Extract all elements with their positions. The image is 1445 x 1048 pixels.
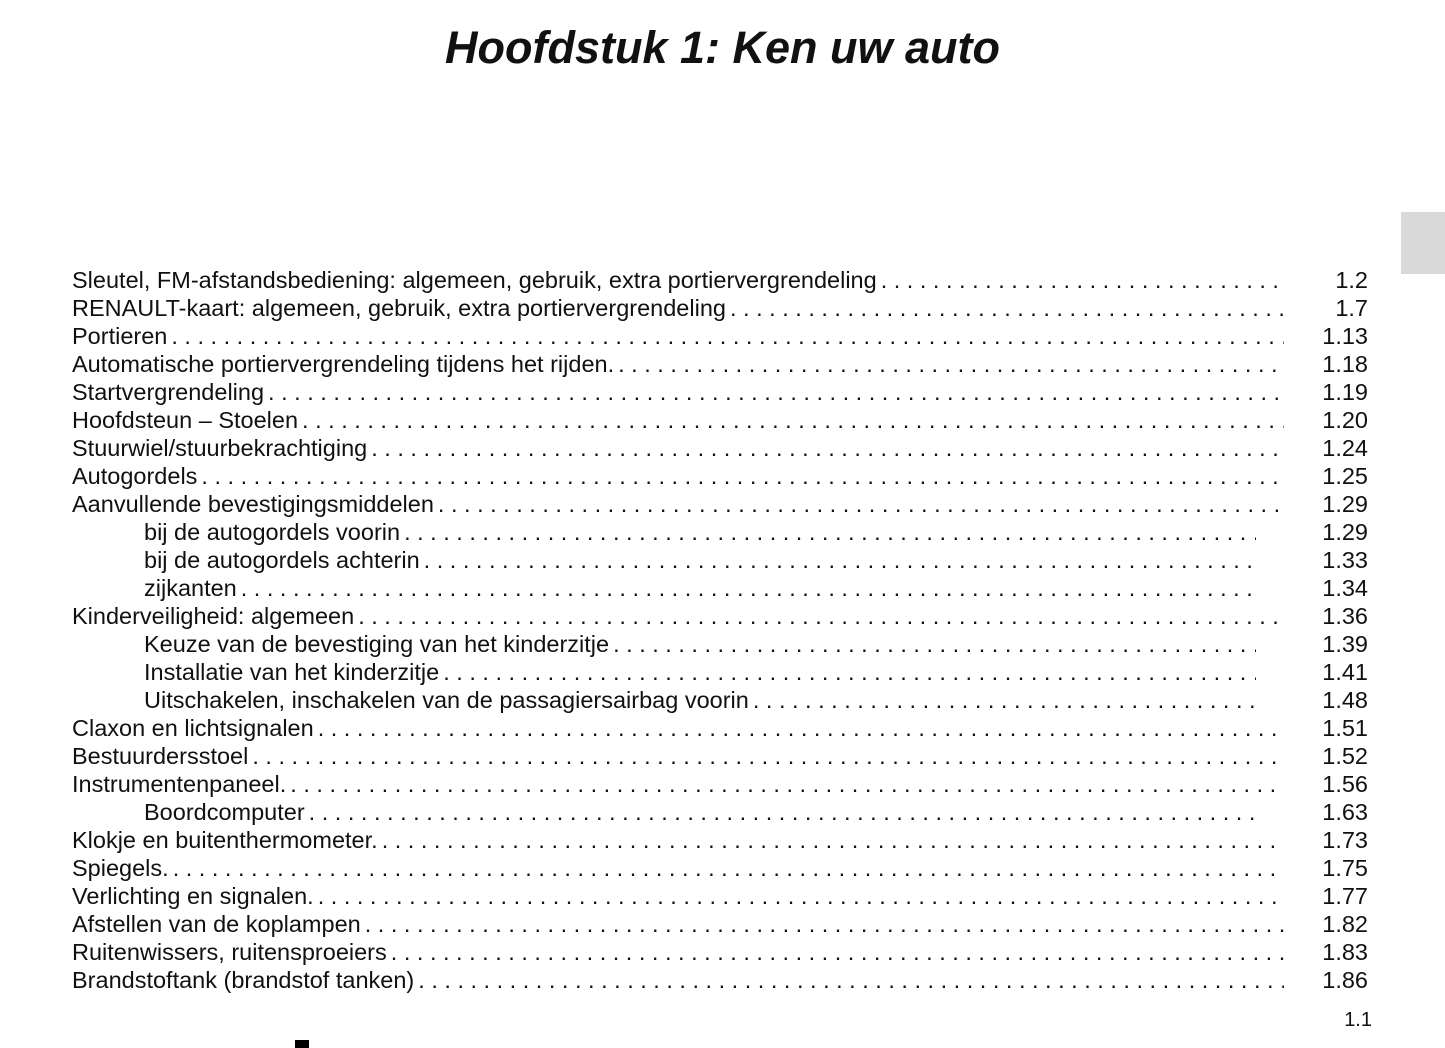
toc-entry-page: 1.24 — [1322, 435, 1368, 461]
toc-entry[interactable] — [72, 854, 1372, 882]
toc-entry-page: 1.20 — [1322, 407, 1368, 433]
toc-entry-label: Hoofdsteun – Stoelen — [72, 407, 302, 433]
toc-entry[interactable] — [72, 602, 1372, 630]
toc-entry-page: 1.51 — [1322, 715, 1368, 741]
toc-entry-page: 1.2 — [1335, 267, 1368, 293]
toc-entry[interactable] — [72, 798, 1372, 826]
toc-entry[interactable] — [72, 910, 1372, 938]
toc-entry[interactable] — [72, 266, 1372, 294]
toc-entry-leader — [72, 350, 1284, 378]
toc-entry-page: 1.36 — [1322, 603, 1368, 629]
toc-entry[interactable] — [72, 490, 1372, 518]
toc-entry-label: Keuze van de bevestiging van het kinderzitje — [144, 631, 613, 657]
toc-entry[interactable] — [72, 966, 1372, 994]
toc-entry[interactable] — [72, 322, 1372, 350]
toc-entry-leader — [72, 742, 1284, 770]
toc-entry-page: 1.48 — [1322, 687, 1368, 713]
toc-entry-leader — [72, 966, 1284, 994]
toc-entry-page: 1.25 — [1322, 463, 1368, 489]
toc-entry[interactable] — [72, 378, 1372, 406]
toc-entry-page: 1.18 — [1322, 351, 1368, 377]
toc-entry-label: Ruitenwissers, ruitensproeiers — [72, 939, 391, 965]
toc-entry[interactable] — [72, 462, 1372, 490]
toc-entry-leader — [72, 378, 1284, 406]
toc-entry-page: 1.41 — [1322, 659, 1368, 685]
toc-entry[interactable] — [72, 630, 1372, 658]
toc-entry-page: 1.75 — [1322, 855, 1368, 881]
toc-entry-page: 1.82 — [1322, 911, 1368, 937]
toc-entry[interactable] — [72, 294, 1372, 322]
toc-entry-label: Portieren — [72, 323, 171, 349]
toc-entry-label: Stuurwiel/stuurbekrachtiging — [72, 435, 371, 461]
toc-entry-leader — [72, 602, 1284, 630]
toc-entry-label: Kinderveiligheid: algemeen — [72, 603, 358, 629]
toc-entry-page: 1.52 — [1322, 743, 1368, 769]
edge-mark — [295, 1040, 309, 1048]
toc-entry[interactable] — [72, 770, 1372, 798]
toc-entry-leader — [144, 658, 1256, 686]
toc-entry-leader — [72, 294, 1284, 322]
toc-entry[interactable] — [72, 714, 1372, 742]
toc-entry-page: 1.73 — [1322, 827, 1368, 853]
toc-entry[interactable] — [72, 518, 1372, 546]
toc-entry-leader — [72, 462, 1284, 490]
toc-entry-label: Claxon en lichtsignalen — [72, 715, 318, 741]
toc-entry-leader — [72, 770, 1284, 798]
toc-entry-leader — [72, 938, 1284, 966]
toc-entry-leader — [144, 630, 1256, 658]
toc-entry-label: zijkanten — [144, 575, 241, 601]
toc-entry-leader — [144, 574, 1256, 602]
toc-entry[interactable] — [72, 574, 1372, 602]
toc-entry-label: Autogordels — [72, 463, 201, 489]
chapter-tab-marker — [1401, 212, 1445, 274]
toc-entry-leader — [72, 266, 1284, 294]
toc-entry[interactable] — [72, 350, 1372, 378]
toc-entry-leader — [72, 882, 1284, 910]
toc-entry[interactable] — [72, 406, 1372, 434]
toc-entry-page: 1.33 — [1322, 547, 1368, 573]
toc-entry-label: Klokje en buitenthermometer. — [72, 827, 382, 853]
toc-entry-leader — [144, 798, 1256, 826]
toc-entry-label: Bestuurdersstoel — [72, 743, 252, 769]
toc-entry-page: 1.29 — [1322, 519, 1368, 545]
toc-entry-leader — [72, 490, 1284, 518]
toc-entry-label: Uitschakelen, inschakelen van de passagiersairbag voorin — [144, 687, 753, 713]
toc-entry-page: 1.39 — [1322, 631, 1368, 657]
toc-entry-label: bij de autogordels voorin — [144, 519, 404, 545]
toc-entry-page: 1.13 — [1322, 323, 1368, 349]
toc-entry[interactable] — [72, 686, 1372, 714]
toc-entry-page: 1.77 — [1322, 883, 1368, 909]
toc-entry-leader — [72, 826, 1284, 854]
toc-entry-label: Instrumentenpaneel. — [72, 771, 290, 797]
toc-entry-label: Brandstoftank (brandstof tanken) — [72, 967, 418, 993]
toc-entry[interactable] — [72, 938, 1372, 966]
toc-entry-label: Verlichting en signalen. — [72, 883, 318, 909]
toc-entry-label: Afstellen van de koplampen — [72, 911, 365, 937]
toc-entry-page: 1.7 — [1335, 295, 1368, 321]
toc-entry-page: 1.63 — [1322, 799, 1368, 825]
toc-entry-leader — [72, 910, 1284, 938]
toc-entry-label: Sleutel, FM-afstandsbediening: algemeen, gebruik, extra portiervergrendeling — [72, 267, 881, 293]
toc-entry-page: 1.19 — [1322, 379, 1368, 405]
toc-entry-leader — [72, 854, 1284, 882]
toc-entry-label: Installatie van het kinderzitje — [144, 659, 443, 685]
toc-entry-leader — [144, 518, 1256, 546]
toc-entry[interactable] — [72, 546, 1372, 574]
toc-entry[interactable] — [72, 434, 1372, 462]
toc-entry-leader — [72, 434, 1284, 462]
toc-entry-label: Startvergrendeling — [72, 379, 268, 405]
toc-entry-leader — [72, 406, 1284, 434]
toc-entry-leader — [144, 686, 1256, 714]
toc-entry-label: RENAULT-kaart: algemeen, gebruik, extra portiervergrendeling — [72, 295, 730, 321]
toc-entry-label: Aanvullende bevestigingsmiddelen — [72, 491, 438, 517]
toc-entry-label: Spiegels. — [72, 855, 173, 881]
page-number: 1.1 — [1344, 1009, 1372, 1031]
toc-entry-label: Automatische portiervergrendeling tijdens het rijden. — [72, 351, 618, 377]
toc-entry[interactable] — [72, 882, 1372, 910]
toc-entry-page: 1.34 — [1322, 575, 1368, 601]
toc-entry-leader — [144, 546, 1256, 574]
toc-entry-label: Boordcomputer — [144, 799, 309, 825]
toc-entry-page: 1.83 — [1322, 939, 1368, 965]
toc-entry-page: 1.29 — [1322, 491, 1368, 517]
page-title: Hoofdstuk 1: Ken uw auto — [445, 22, 1000, 73]
toc-entry[interactable] — [72, 826, 1372, 854]
toc-entry-label: bij de autogordels achterin — [144, 547, 424, 573]
toc-entry-leader — [72, 714, 1284, 742]
toc-entry-leader — [72, 322, 1284, 350]
toc-entry[interactable] — [72, 658, 1372, 686]
toc-entry[interactable] — [72, 742, 1372, 770]
toc-entry-page: 1.56 — [1322, 771, 1368, 797]
toc-entry-page: 1.86 — [1322, 967, 1368, 993]
table-of-contents — [72, 266, 1372, 994]
